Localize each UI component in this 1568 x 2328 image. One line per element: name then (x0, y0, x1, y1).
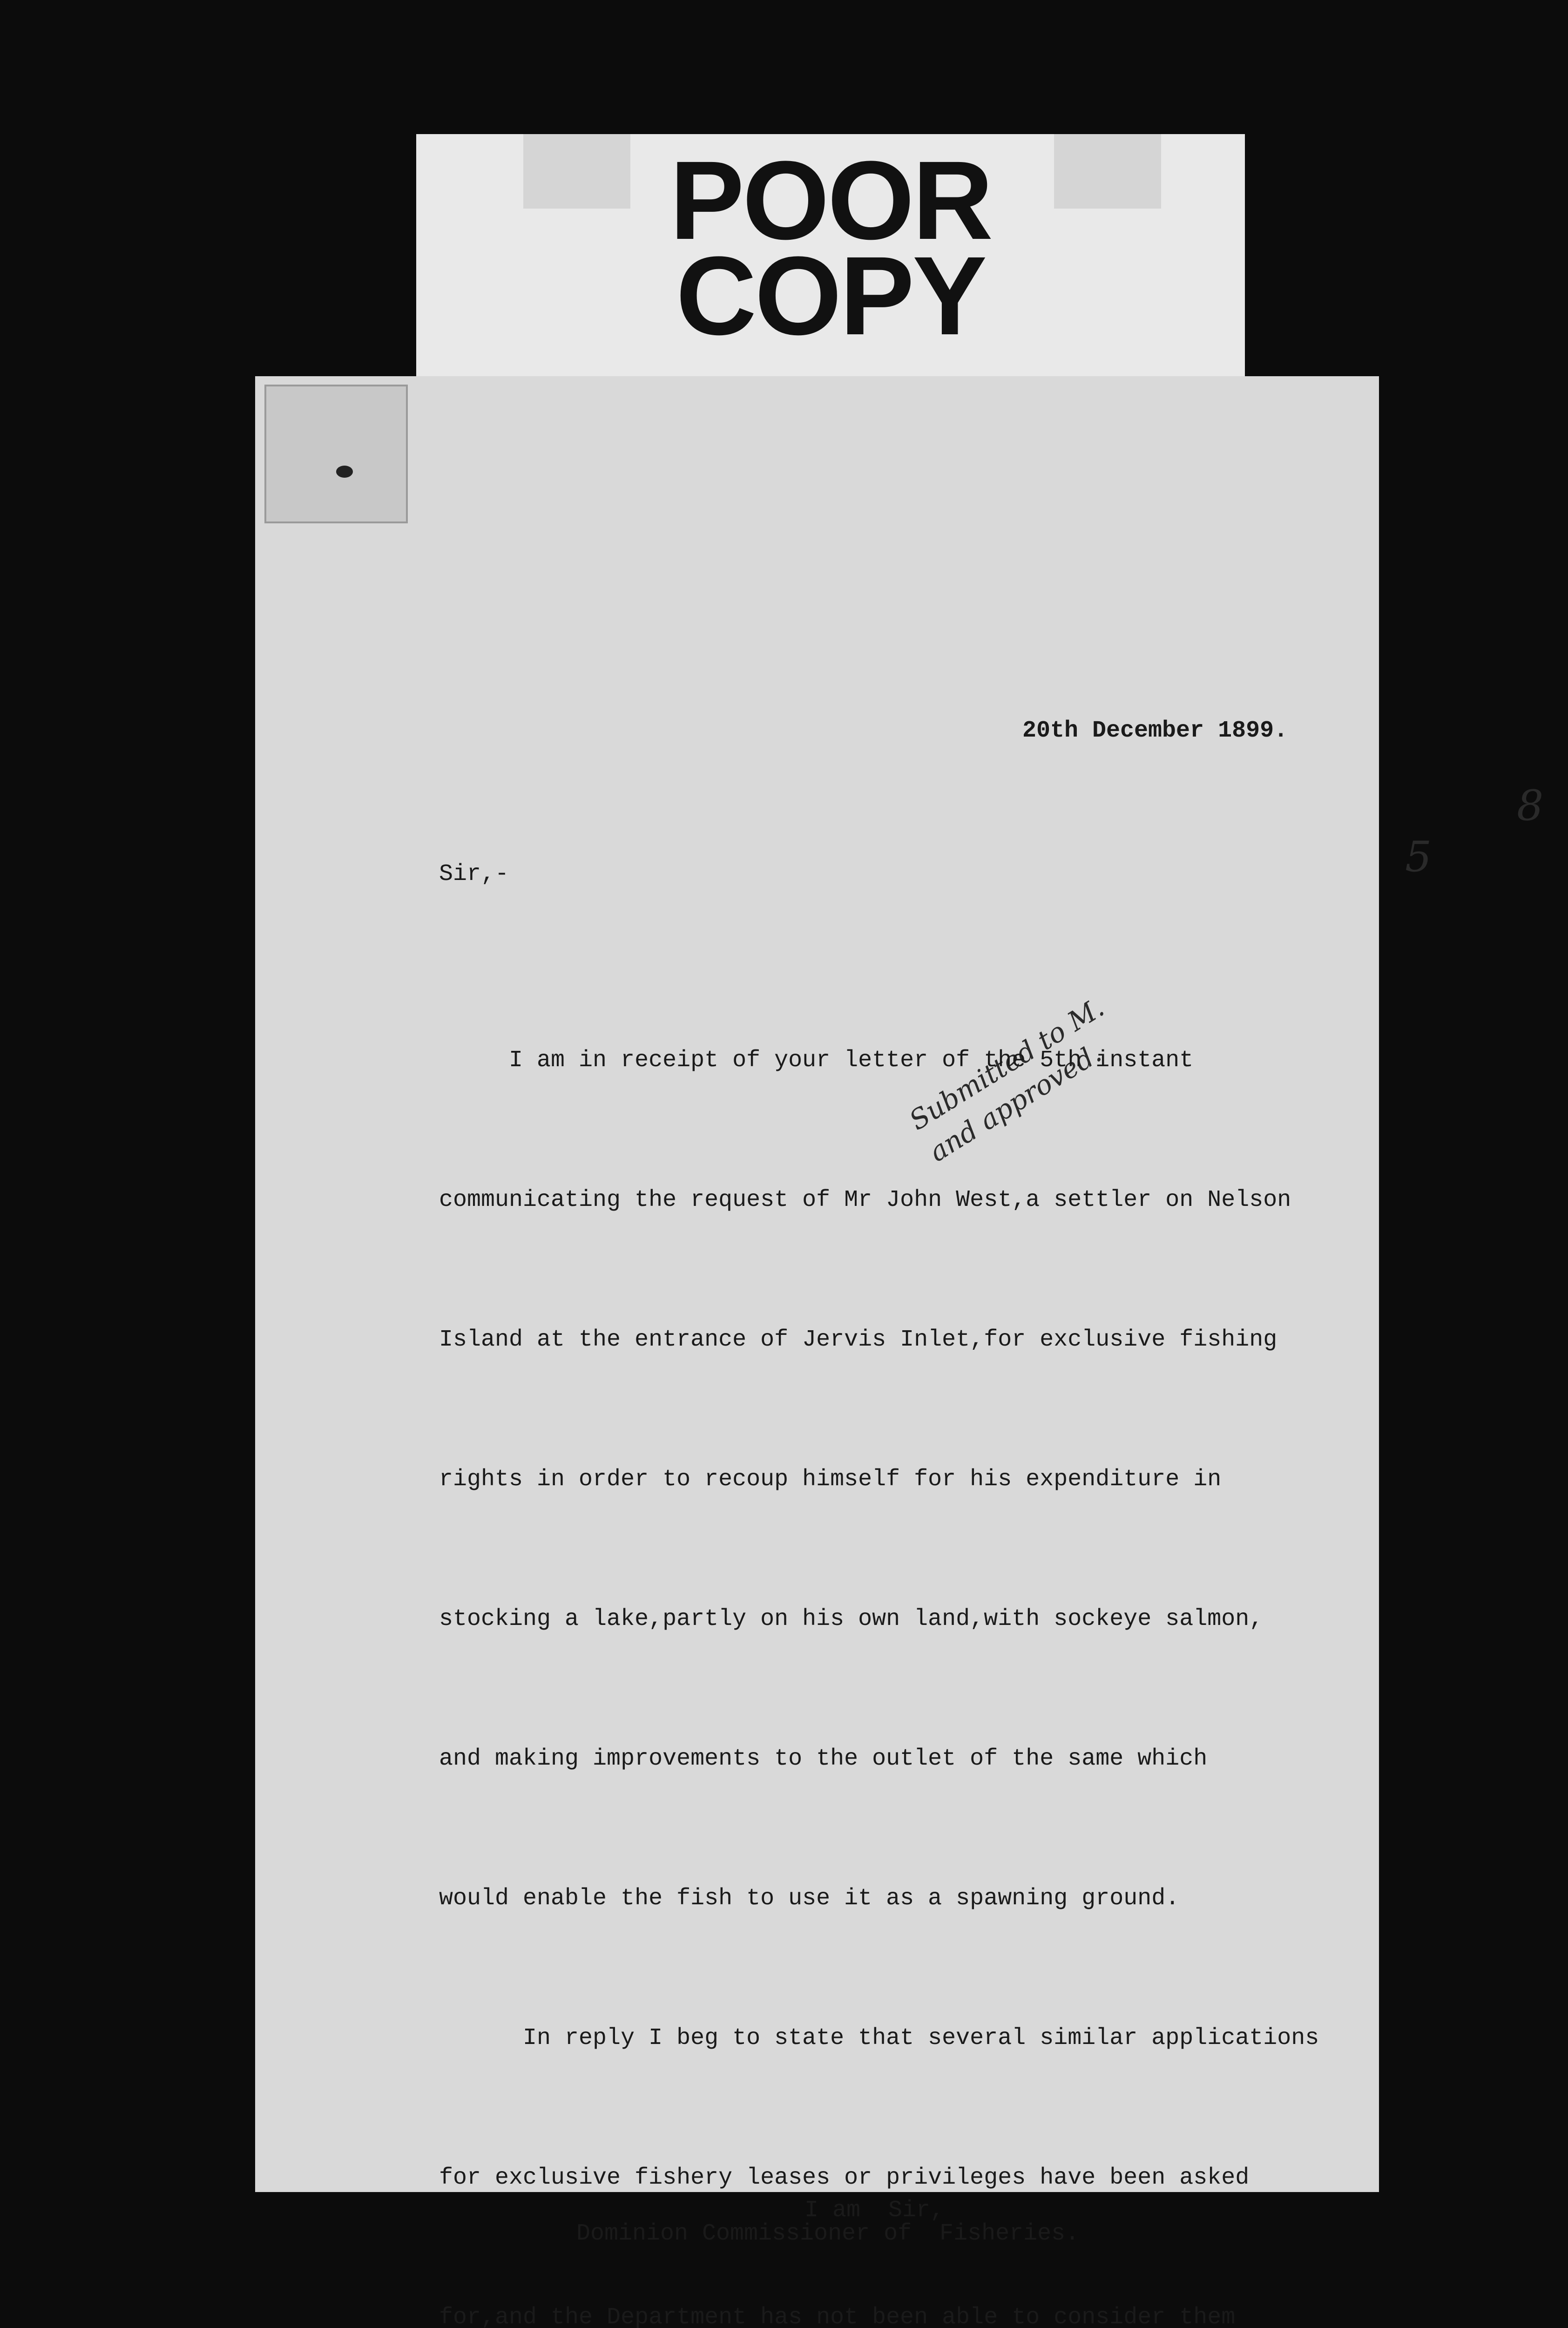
body-line: communicating the request of Mr John West,a settler on Nelson (439, 1187, 1291, 1213)
body-line: and making improvements to the outlet of the same which (439, 1746, 1208, 1772)
letter-date: 20th December 1899. (1022, 717, 1288, 744)
body-line: for,and the Department has not been able to consider them (439, 2304, 1236, 2328)
punch-hole (336, 466, 353, 478)
corner-patch (264, 385, 408, 523)
poor-copy-stamp (416, 134, 1245, 386)
body-line: for exclusive fishery leases or privileges have been asked (439, 2165, 1250, 2191)
body-line: would enable the fish to use it as a spawning ground. (439, 1885, 1180, 1912)
salutation: Sir,- (439, 861, 509, 887)
handwritten-mark: 5 (1405, 832, 1432, 881)
closing-line1: I am Sir, (804, 2197, 945, 2224)
body-line: Island at the entrance of Jervis Inlet,for exclusive fishing (439, 1326, 1277, 1353)
handwritten-note: Submitted to M. and approved. (904, 991, 1110, 1168)
poor-copy-line2: COPY (676, 233, 986, 358)
poor-copy-line1: POOR (669, 138, 992, 263)
handwritten-page-number: 8 (1517, 781, 1544, 830)
body-line: rights in order to recoup himself for his expenditure in (439, 1466, 1222, 1493)
letter-sheet (255, 376, 1544, 2328)
body-line: In reply I beg to state that several similar applications (439, 2025, 1319, 2051)
signatory: Dominion Commissioner of Fisheries. (576, 2220, 1080, 2247)
body-line: I am in receipt of your letter of the 5th instant (439, 1047, 1194, 1074)
body-line: stocking a lake,partly on his own land,with sockeye salmon, (439, 1606, 1264, 1632)
poor-copy-text (416, 138, 1245, 358)
